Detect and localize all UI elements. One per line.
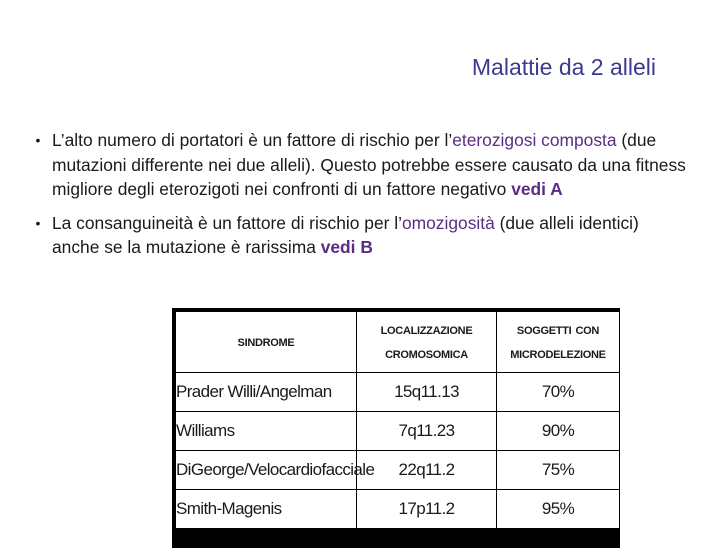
table-row: [176, 373, 620, 412]
header-label: microdelezione: [510, 345, 606, 362]
bullet-text-part: L’alto numero di portatori è un fattore di rischio per l’: [52, 130, 453, 150]
cell-percentuale: 90%: [497, 412, 620, 451]
header-sindrome: [176, 312, 357, 373]
cell-percentuale: 70%: [497, 373, 620, 412]
header-label: soggetti con: [516, 321, 600, 338]
cell-percentuale: 95%: [497, 490, 620, 529]
bullet-marker: •: [35, 214, 41, 231]
cell-sindrome: Smith-Magenis: [176, 490, 357, 529]
bullet-item: [24, 128, 690, 202]
table-row: [176, 451, 620, 490]
bullet-text: [52, 211, 690, 260]
header-label: sindrome: [237, 333, 295, 350]
highlighted-term: omozigosità: [401, 212, 495, 233]
reference-link: vedi B: [320, 237, 373, 257]
cell-percentuale: 75%: [497, 451, 620, 490]
cell-sindrome: DiGeorge/Velocardiofacciale: [176, 451, 357, 490]
slide-title: Malattie da 2 alleli: [471, 54, 656, 80]
cell-localizzazione: 7q11.23: [357, 412, 497, 451]
cell-sindrome: Williams: [176, 412, 357, 451]
header-localizzazione: [357, 312, 497, 373]
bullet-list: [24, 128, 690, 269]
header-soggetti: [497, 312, 620, 373]
table-row: [176, 412, 620, 451]
reference-link: vedi A: [511, 179, 563, 199]
cell-sindrome: Prader Willi/Angelman: [176, 373, 357, 412]
table-frame: [172, 308, 620, 548]
bullet-text-part: (due alleli identici) anche se la mutazione è rarissima: [52, 212, 639, 257]
bullet-marker: •: [35, 132, 41, 148]
bullet-text: [52, 128, 690, 202]
header-label: localizzazione: [380, 321, 473, 338]
cell-localizzazione: 15q11.13: [357, 373, 497, 412]
bullet-text-part: La consanguineità è un fattore di rischio per l’: [52, 212, 402, 233]
cell-localizzazione: 17p11.2: [357, 490, 497, 529]
table-header-row: [176, 312, 620, 373]
syndrome-table: [175, 311, 620, 529]
highlighted-term: eterozigosi composta: [452, 130, 617, 150]
table-row: [176, 490, 620, 529]
bullet-text-part: (due mutazioni differente nei due alleli). Questo potrebbe essere causato da una fitness migliore degli eterozigoti nei confronti di un fattore negativo: [52, 130, 686, 199]
bullet-item: [24, 211, 690, 260]
header-label: cromosomica: [385, 345, 468, 362]
cell-localizzazione: 22q11.2: [357, 451, 497, 490]
